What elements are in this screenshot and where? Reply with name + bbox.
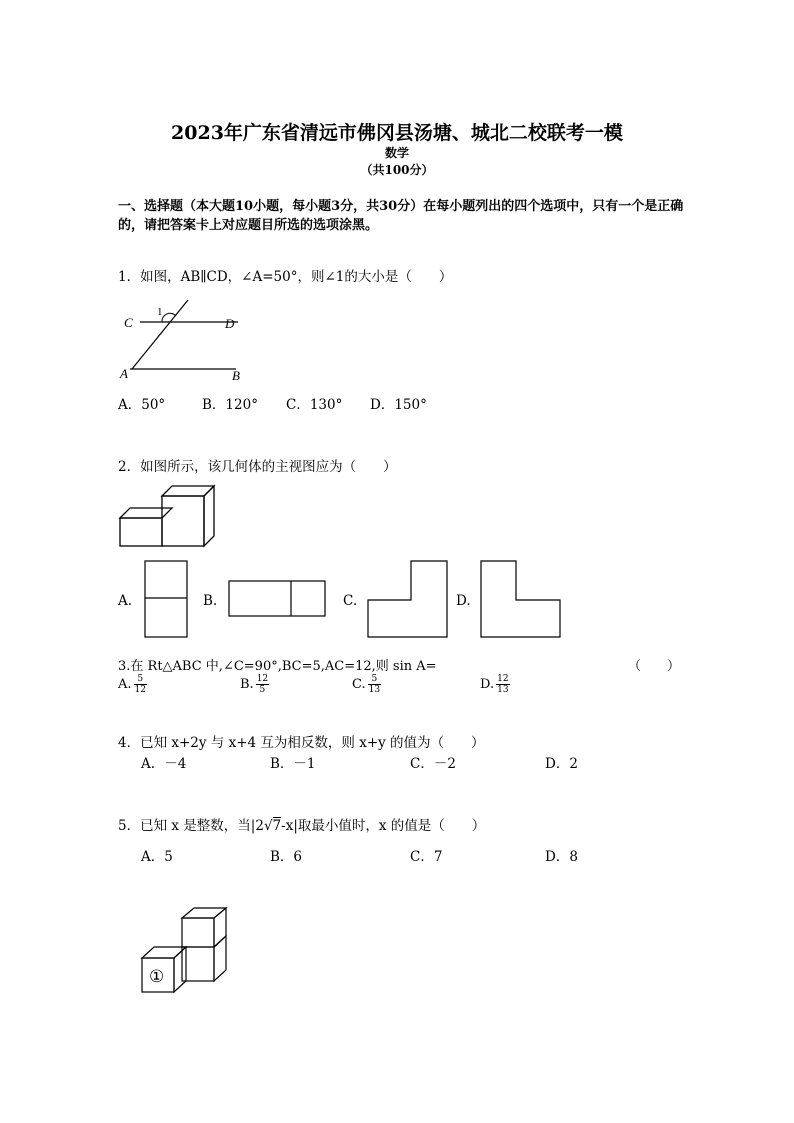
q3-option-d-letter: D.: [480, 677, 495, 692]
q2-option-c-letter[interactable]: C.: [343, 593, 358, 609]
label-angle-1: 1: [157, 306, 163, 318]
q3-option-a[interactable]: [118, 674, 147, 695]
q3-option-d[interactable]: [480, 674, 510, 695]
q1-option-c[interactable]: C．130°: [286, 397, 343, 413]
question-1-stem: 1．如图，AB∥CD，∠A=50°，则∠1的大小是（ ）: [118, 269, 453, 285]
q5-option-c[interactable]: C．7: [410, 849, 443, 865]
q3-option-a-fraction: $\frac{5}{12}$: [134, 674, 146, 695]
section-heading: 一、选择题（本大题10小题，每小题3分，共30分）在每小题列出的四个选项中，只有一个是正确的，请把答案卡上对应题目所选的选项涂黑。: [118, 199, 684, 233]
q1-option-b[interactable]: B．120°: [202, 397, 258, 413]
exam-title: 2023年广东省清远市佛冈县汤塘、城北二校联考一模: [171, 122, 623, 144]
label-a: A: [120, 366, 128, 381]
question-1-figure: [118, 298, 248, 383]
q3-option-b[interactable]: [240, 674, 269, 695]
q2-option-b-figure[interactable]: [228, 580, 326, 618]
q3-option-d-fraction: $\frac{12}{13}$: [497, 674, 509, 695]
q3-option-c[interactable]: [352, 674, 381, 695]
q4-option-a[interactable]: A．－4: [141, 756, 187, 772]
q5-radicand: 7: [272, 818, 282, 834]
exam-subject: 数学: [384, 146, 409, 160]
label-b: B: [232, 368, 240, 383]
q2-option-b-letter[interactable]: B.: [203, 593, 218, 609]
q3-option-c-fraction: $\frac{5}{13}$: [368, 674, 381, 695]
q2-option-a-figure[interactable]: [144, 560, 188, 638]
q4-option-d[interactable]: D．2: [545, 756, 578, 772]
q4-option-c[interactable]: C．－2: [410, 756, 456, 772]
q3-option-b-fraction: $\frac{12}{5}$: [256, 674, 269, 695]
q3-option-b-letter: B.: [240, 677, 254, 692]
question-3-stem: 3.在 Rt△ABC 中,∠C=90°,BC=5,AC=12,则 sin A=: [118, 659, 437, 674]
q5-stem-prefix: 5．已知 x 是整数，当|2: [118, 818, 264, 834]
question-5-stem: [118, 814, 485, 834]
q5-option-d[interactable]: D．8: [545, 849, 578, 865]
question-2-solid-figure: [118, 484, 213, 550]
q1-option-a[interactable]: A．50°: [118, 397, 166, 413]
q4-option-b[interactable]: B．－1: [270, 756, 316, 772]
q5-option-a[interactable]: A．5: [141, 849, 173, 865]
q3-option-c-letter: C.: [352, 677, 366, 692]
q1-option-d[interactable]: D．150°: [370, 397, 427, 413]
circle-one-label: ①: [149, 967, 165, 987]
question-6-cube-figure: [140, 906, 232, 998]
q3-option-a-letter: A.: [118, 677, 132, 692]
q2-option-c-figure[interactable]: [367, 560, 449, 638]
sqrt-symbol: √: [263, 818, 273, 834]
q2-option-d-figure[interactable]: [480, 560, 562, 638]
question-2-stem: 2．如图所示，该几何体的主视图应为（ ）: [118, 459, 397, 475]
question-4-stem: 4．已知 x+2y 与 x+4 互为相反数，则 x+y 的值为（ ）: [118, 735, 485, 751]
question-3-answer-paren: （ ）: [628, 659, 681, 674]
q5-option-b[interactable]: B．6: [270, 849, 303, 865]
exam-total-score: （共100分）: [360, 163, 434, 177]
q2-option-a-letter[interactable]: A.: [118, 593, 133, 609]
q2-option-d-letter[interactable]: D.: [456, 593, 471, 609]
label-d: D: [225, 316, 235, 331]
label-c: C: [124, 315, 133, 330]
q5-stem-suffix: -x|取最小值时，x 的值是（ ）: [281, 818, 486, 834]
